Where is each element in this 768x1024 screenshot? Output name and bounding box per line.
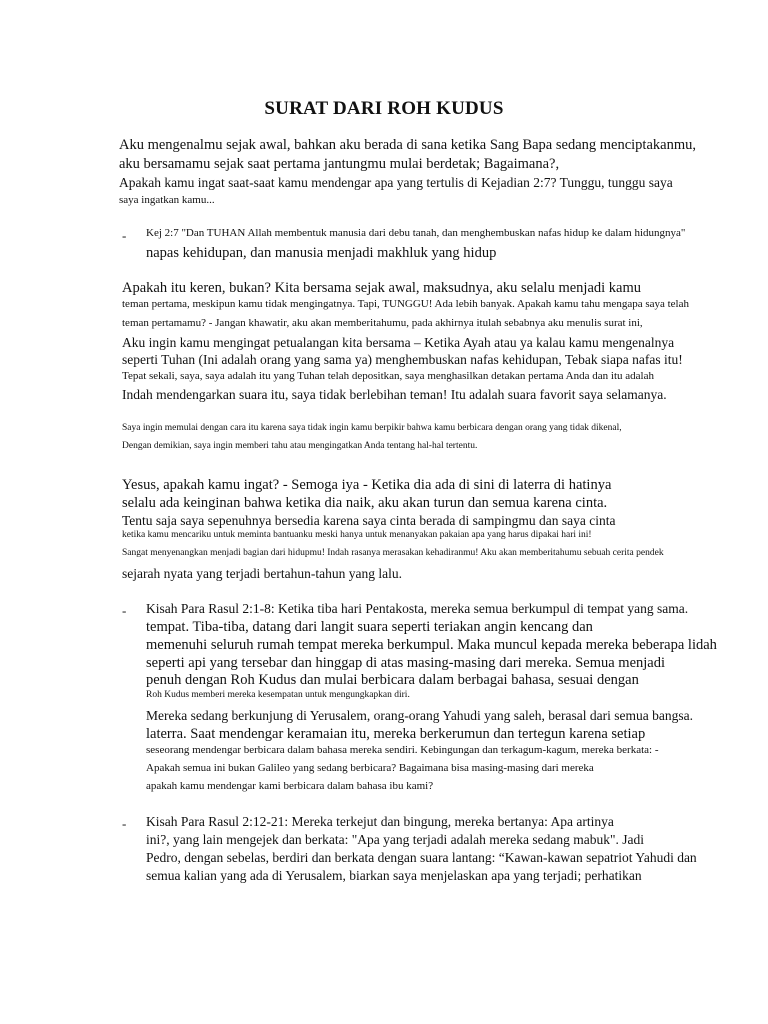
text-line: Apakah itu keren, bukan? Kita bersama sejak awal, maksudnya, aku selalu menjadi kamu xyxy=(122,280,642,296)
text-line: Sangat menyenangkan menjadi bagian dari hidupmu! Indah rasanya merasakan kehadiranmu! Aku akan memberitahumu sebuah cerita pendek xyxy=(122,548,664,558)
text-line: penuh dengan Roh Kudus dan mulai berbicara dalam berbagai bahasa, sesuai dengan xyxy=(146,672,639,688)
text-line: Aku ingin kamu mengingat petualangan kita bersama – Ketika Ayah atau ya kalau kamu mengenalnya xyxy=(122,335,675,350)
text-line: napas kehidupan, dan manusia menjadi makhluk yang hidup xyxy=(146,245,497,261)
text-line: memenuhi seluruh rumah tempat mereka berkumpul. Maka muncul kepada mereka beberapa lidah xyxy=(146,637,717,653)
text-line: Kisah Para Rasul 2:12-21: Mereka terkejut dan bingung, mereka bertanya: Apa artinya xyxy=(146,814,614,829)
text-line: seperti api yang tersebar dan hinggap di atas masing-masing dari mereka. Semua menjadi xyxy=(146,655,666,671)
bullet-dash: - xyxy=(122,603,127,618)
text-line: laterra. Saat mendengar keramaian itu, mereka berkerumun dan tertegun karena setiap xyxy=(146,726,646,742)
text-line: seseorang mendengar berbicara dalam bahasa mereka sendiri. Kebingungan dan terkagum-kagum, mereka berkata: - xyxy=(146,744,659,756)
text-line: teman pertamamu? - Jangan khawatir, aku akan memberitahumu, pada akhirnya itulah sebabnya aku menulis surat ini, xyxy=(122,317,643,329)
text-line: Indah mendengarkan suara itu, saya tidak berlebihan teman! Itu adalah suara favorit saya selamanya. xyxy=(122,387,667,402)
text-line: Tepat sekali, saya, saya adalah itu yang Tuhan telah depositkan, saya menghasilkan detakan pertama Anda dan itu adalah xyxy=(122,370,654,382)
text-line: Kisah Para Rasul 2:1-8: Ketika tiba hari Pentakosta, mereka semua berkumpul di tempat yang sama. xyxy=(146,601,689,616)
text-line: Dengan demikian, saya ingin memberi tahu atau mengingatkan Anda tentang hal-hal tertentu. xyxy=(122,441,478,451)
text-line: ketika kamu mencariku untuk meminta bantuanku meski hanya untuk menanyakan pakaian apa yang harus dipakai hari ini! xyxy=(122,530,592,540)
text-line: Roh Kudus memberi mereka kesempatan untuk mengungkapkan diri. xyxy=(146,690,410,700)
text-line: Mereka sedang berkunjung di Yerusalem, orang-orang Yahudi yang saleh, berasal dari semua bangsa. xyxy=(146,708,693,723)
text-line: tempat. Tiba-tiba, datang dari langit suara seperti teriakan angin kencang dan xyxy=(146,619,593,635)
text-line: Yesus, apakah kamu ingat? - Semoga iya - Ketika dia ada di sini di laterra di hatinya xyxy=(122,477,612,493)
text-line: Tentu saja saya sepenuhnya bersedia karena saya cinta berada di sampingmu dan saya cinta xyxy=(122,513,616,528)
text-line: semua kalian yang ada di Yerusalem, biarkan saya menjelaskan apa yang terjadi; perhatikan xyxy=(146,868,642,883)
text-line: selalu ada keinginan bahwa ketika dia naik, aku akan turun dan semua karena cinta. xyxy=(122,495,608,511)
text-line: Aku mengenalmu sejak awal, bahkan aku berada di sana ketika Sang Bapa sedang menciptakanmu, xyxy=(119,137,696,153)
text-line: sejarah nyata yang terjadi bertahun-tahun yang lalu. xyxy=(122,566,403,581)
text-line: teman pertama, meskipun kamu tidak mengingatnya. Tapi, TUNGGU! Ada lebih banyak. Apakah kamu tahu mengapa saya telah xyxy=(122,298,689,310)
text-line: saya ingatkan kamu... xyxy=(119,194,215,206)
text-line: Apakah kamu ingat saat-saat kamu mendengar apa yang tertulis di Kejadian 2:7? Tunggu, tunggu saya xyxy=(119,175,673,190)
text-line: apakah kamu mendengar kami berbicara dalam bahasa ibu kami? xyxy=(146,780,434,792)
bullet-dash: - xyxy=(122,816,127,831)
text-line: Saya ingin memulai dengan cara itu karena saya tidak ingin kamu berpikir bahwa kamu berbicara dengan orang yang tidak dikenal, xyxy=(122,423,622,433)
text-line: Kej 2:7 "Dan TUHAN Allah membentuk manusia dari debu tanah, dan menghembuskan nafas hidup ke dalam hidungnya" xyxy=(146,227,686,239)
text-line: Apakah semua ini bukan Galileo yang sedang berbicara? Bagaimana bisa masing-masing dari mereka xyxy=(146,762,594,774)
text-line: ini?, yang lain mengejek dan berkata: "Apa yang terjadi adalah mereka sedang mabuk". Jadi xyxy=(146,832,644,847)
document-title: SURAT DARI ROH KUDUS xyxy=(264,98,504,119)
text-line: Pedro, dengan sebelas, berdiri dan berkata dengan suara lantang: “Kawan-kawan sepatriot Yahudi dan xyxy=(146,850,697,865)
text-line: aku bersamamu sejak saat pertama jantungmu mulai berdetak; Bagaimana?, xyxy=(119,156,560,172)
bullet-dash: - xyxy=(122,228,127,243)
text-line: seperti Tuhan (Ini adalah orang yang sama ya) menghembuskan nafas kehidupan, Tebak siapa nafas itu! xyxy=(122,352,683,367)
